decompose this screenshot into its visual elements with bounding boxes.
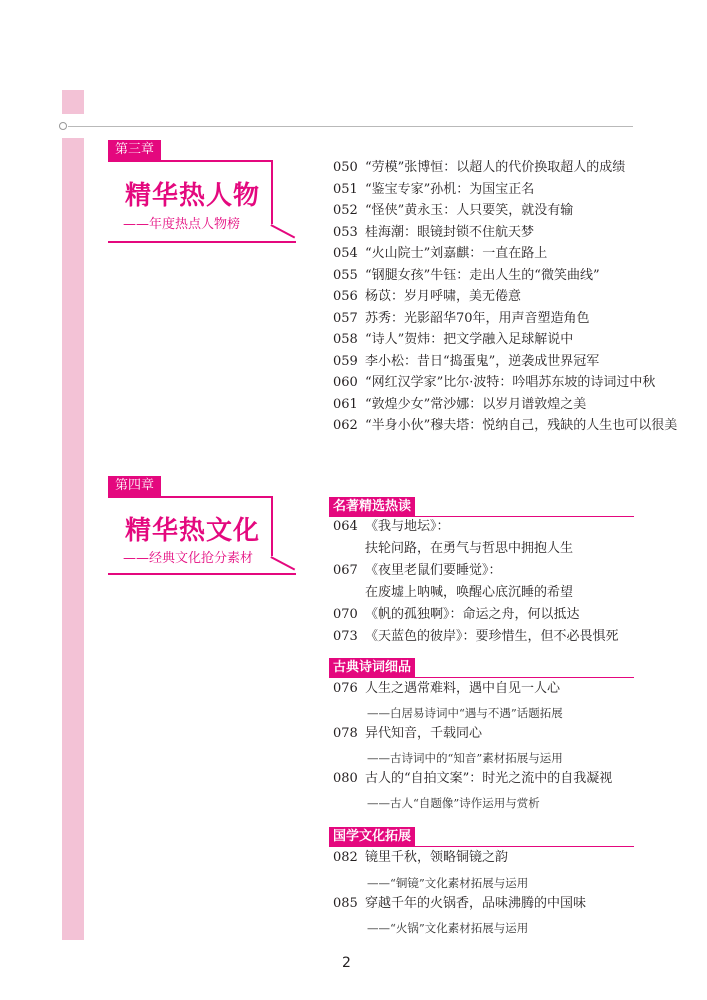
toc-num: 054 — [333, 246, 358, 261]
toc-item — [333, 200, 677, 222]
toc-item-067 — [333, 560, 502, 582]
toc-item — [333, 415, 677, 437]
toc-title: 镜里千秋，领略铜镜之韵 — [365, 850, 509, 865]
toc-item-085-subtitle: ——“火锅”文化素材拓展与运用 — [367, 921, 529, 935]
toc-num: 056 — [333, 289, 358, 304]
toc-num: 051 — [333, 181, 358, 197]
toc-num: 080 — [333, 771, 358, 786]
toc-item-064 — [333, 516, 450, 538]
chapter4-subtitle: ——经典文化抢分素材 — [123, 551, 254, 566]
toc-item-076-subtitle: ——白居易诗词中“遇与不遇”话题拓展 — [367, 706, 563, 720]
toc-title: “钢腿女孩”牛钰：走出人生的“微笑曲线” — [365, 267, 600, 283]
toc-title: “劳模”张博恒：以超人的代价换取超人的成绩 — [365, 160, 626, 175]
chapter4-frame-bottom — [108, 573, 296, 575]
toc-num: 053 — [333, 224, 358, 240]
toc-title: 《帆的孤独啊》：命运之舟，何以抵达 — [365, 607, 580, 622]
toc-item-085 — [333, 893, 586, 915]
toc-item — [333, 157, 677, 179]
section-label-culture: 国学文化拓展 — [329, 827, 415, 846]
toc-num: 060 — [333, 375, 358, 390]
toc-title: 《我与地坛》： — [365, 519, 450, 534]
toc-title: 李小松：昔日“捣蛋鬼”，逆袭成世界冠军 — [365, 353, 600, 369]
toc-num: 073 — [333, 629, 358, 644]
toc-title: 苏秀：光影韶华70年，用声音塑造角色 — [365, 310, 590, 326]
toc-item-078-subtitle: ——古诗词中的“知音”素材拓展与运用 — [367, 751, 563, 765]
header-circle-icon — [59, 122, 67, 130]
toc-item — [333, 179, 677, 201]
toc-title: 杨苡：岁月呼啸，美无倦意 — [365, 289, 522, 304]
toc-num: 055 — [333, 267, 358, 283]
toc-title: 人生之遇常难料，遇中自见一人心 — [365, 681, 561, 696]
toc-title: 异代知音，千载同心 — [365, 726, 483, 741]
toc-item-064-line2: 扶轮问路，在勇气与哲思中拥抱人生 — [365, 541, 574, 556]
chapter3-frame-bottom — [108, 241, 296, 243]
chapter4-frame-right — [271, 496, 273, 556]
toc-title: “鉴宝专家”孙机：为国宝正名 — [365, 181, 535, 197]
toc-title: “怪侠”黄永玉：人只要笑，就没有输 — [365, 203, 574, 218]
toc-item — [333, 394, 677, 416]
chapter3-title: 精华热人物 — [125, 181, 261, 211]
toc-num: 059 — [333, 353, 358, 369]
toc-title: 桂海潮：眼镜封锁不住航天梦 — [365, 224, 535, 240]
toc-title: 《天蓝色的彼岸》：要珍惜生，但不必畏惧死 — [365, 629, 619, 644]
toc-num: 052 — [333, 203, 358, 218]
chapter3-frame-slant — [271, 224, 296, 238]
toc-item-082 — [333, 847, 508, 869]
section-label-poetry: 古典诗词细品 — [329, 658, 415, 677]
toc-item-076 — [333, 678, 560, 700]
toc-num: 061 — [333, 396, 358, 412]
chapter4-frame-top — [108, 496, 272, 498]
toc-num: 062 — [333, 418, 358, 433]
toc-item — [333, 329, 677, 351]
toc-item — [333, 222, 677, 244]
chapter3-subtitle: ——年度热点人物榜 — [123, 217, 241, 232]
left-pink-bar — [62, 138, 84, 940]
toc-item — [333, 286, 677, 308]
toc-num: 078 — [333, 726, 358, 741]
toc-title: “网红汉学家”比尔·波特：吟唱苏东坡的诗词过中秋 — [365, 375, 656, 390]
toc-item — [333, 243, 677, 265]
chapter3-frame-top — [108, 160, 272, 162]
toc-item — [333, 265, 677, 287]
toc-num: 058 — [333, 332, 358, 347]
toc-item-067-line2: 在废墟上呐喊，唤醒心底沉睡的希望 — [365, 585, 574, 600]
toc-item-082-subtitle: ——“铜镜”文化素材拓展与运用 — [367, 876, 529, 890]
toc-item-078 — [333, 723, 482, 745]
toc-item — [333, 308, 677, 330]
toc-num: 050 — [333, 160, 358, 175]
toc-item — [333, 372, 677, 394]
section-label-classics: 名著精选热读 — [329, 497, 415, 516]
chapter3-frame-right — [271, 160, 273, 224]
toc-title: 穿越千年的火锅香，品味沸腾的中国味 — [365, 896, 587, 911]
chapter4-frame-slant — [271, 556, 296, 570]
page-number: 2 — [342, 955, 351, 971]
toc-item-070 — [333, 604, 580, 626]
toc-num: 067 — [333, 563, 358, 578]
header-pink-block — [62, 90, 84, 114]
toc-item-080 — [333, 768, 612, 790]
chapter3-toc-list — [333, 157, 677, 437]
toc-item — [333, 351, 677, 373]
toc-num: 076 — [333, 681, 358, 696]
header-rule — [68, 126, 633, 127]
toc-num: 085 — [333, 896, 358, 911]
chapter4-tag: 第四章 — [108, 476, 161, 496]
toc-num: 057 — [333, 310, 358, 326]
toc-title: “敦煌少女”常沙娜：以岁月谱敦煌之美 — [365, 396, 587, 412]
toc-num: 082 — [333, 850, 358, 865]
toc-title: “诗人”贺炜：把文学融入足球解说中 — [365, 332, 574, 347]
chapter3-tag: 第三章 — [108, 140, 161, 160]
chapter4-title: 精华热文化 — [125, 516, 261, 546]
toc-title: “火山院士”刘嘉麒：一直在路上 — [365, 246, 548, 261]
toc-num: 070 — [333, 607, 358, 622]
toc-item-080-subtitle: ——古人“自题像”诗作运用与赏析 — [367, 796, 540, 810]
toc-title: “半身小伙”穆夫塔：悦纳自己，残缺的人生也可以很美 — [365, 418, 678, 433]
toc-item-073 — [333, 626, 619, 648]
toc-num: 064 — [333, 519, 358, 534]
toc-title: 《夜里老鼠们要睡觉》： — [365, 563, 502, 578]
toc-title: 古人的“自拍文案”：时光之流中的自我凝视 — [365, 771, 613, 786]
